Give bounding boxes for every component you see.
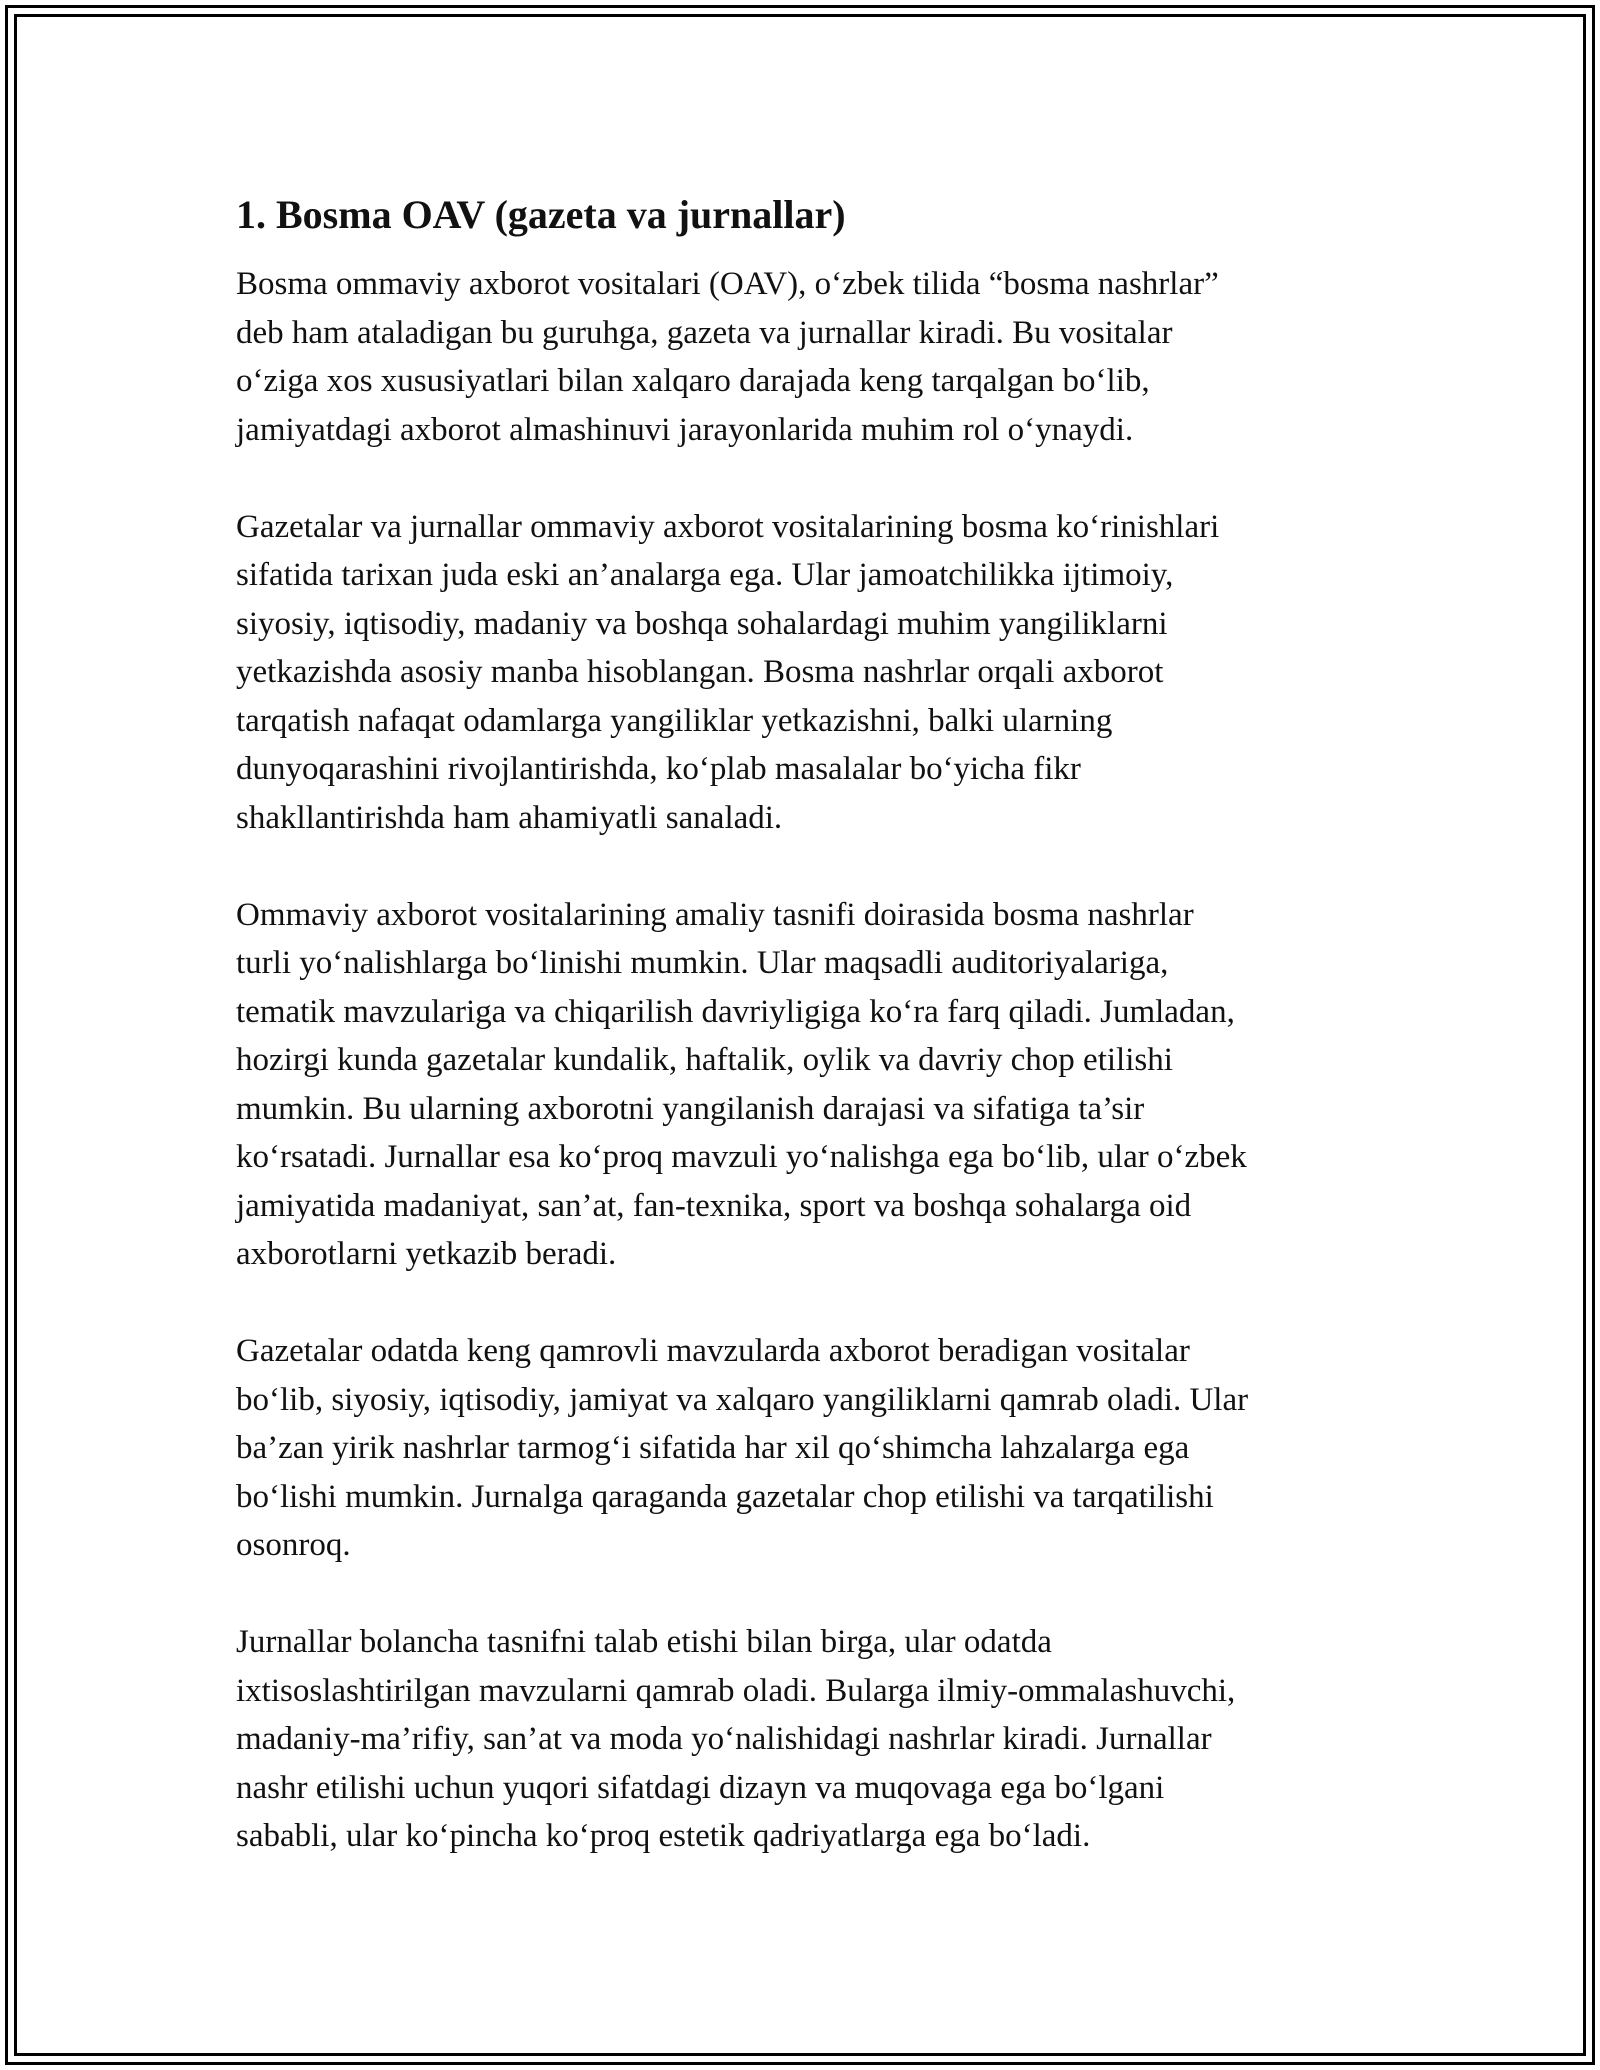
text-line: dunyoqarashini rivojlantirishda, ko‘plab masalalar bo‘yicha fikr: [236, 751, 1081, 787]
text-line: ba’zan yirik nashrlar tarmog‘i sifatida har xil qo‘shimcha lahzalarga ega: [236, 1430, 1190, 1466]
text-line: sababli, ular ko‘pincha ko‘proq estetik qadriyatlarga ega bo‘ladi.: [236, 1818, 1091, 1854]
text-line: jamiyatida madaniyat, san’at, fan-texnika, sport va boshqa sohalarga oid: [236, 1187, 1192, 1224]
paragraph: [236, 1618, 1386, 1861]
text-line: axborotlarni yetkazib beradi.: [236, 1236, 617, 1272]
text-line: bo‘lib, siyosiy, iqtisodiy, jamiyat va xalqaro yangiliklarni qamrab oladi. Ular: [236, 1381, 1249, 1418]
text-line: deb ham ataladigan bu guruhga, gazeta va jurnallar kiradi. Bu vositalar: [236, 314, 1173, 351]
paragraph: [236, 891, 1386, 1279]
text-line: Ommaviy axborot vositalarining amaliy tasnifi doirasida bosma nashrlar: [236, 896, 1194, 933]
text-line: bo‘lishi mumkin. Jurnalga qaraganda gazetalar chop etilishi va tarqatilishi: [236, 1478, 1214, 1515]
text-line: osonroq.: [236, 1527, 351, 1563]
text-line: sifatida tarixan juda eski an’analarga ega. Ular jamoatchilikka ijtimoiy,: [236, 557, 1174, 593]
text-line: yetkazishda asosiy manba hisoblangan. Bosma nashrlar orqali axborot: [236, 654, 1164, 690]
text-line: o‘ziga xos xususiyatlari bilan xalqaro darajada keng tarqalgan bo‘lib,: [236, 363, 1150, 399]
text-line: Gazetalar odatda keng qamrovli mavzularda axborot beradigan vositalar: [236, 1333, 1190, 1369]
text-line: tematik mavzulariga va chiqarilish davriyligiga ko‘ra farq qiladi. Jumladan,: [236, 993, 1235, 1030]
text-line: Jurnallar bolancha tasnifni talab etishi bilan birga, ular odatda: [236, 1624, 1052, 1660]
text-line: Bosma ommaviy axborot vositalari (OAV), o‘zbek tilida “bosma nashrlar”: [236, 266, 1219, 302]
text-line: Gazetalar va jurnallar ommaviy axborot vositalarining bosma ko‘rinishlari: [236, 508, 1220, 545]
text-line: madaniy-ma’rifiy, san’at va moda yo‘nalishidagi nashrlar kiradi. Jurnallar: [236, 1721, 1212, 1757]
text-line: turli yo‘nalishlarga bo‘linishi mumkin. Ular maqsadli auditoriyalariga,: [236, 945, 1169, 981]
text-line: ixtisoslashtirilgan mavzularni qamrab oladi. Bularga ilmiy-ommalashuvchi,: [236, 1672, 1236, 1709]
text-line: ko‘rsatadi. Jurnallar esa ko‘proq mavzuli yo‘nalishga ega bo‘lib, ular o‘zbek: [236, 1139, 1247, 1175]
text-line: tarqatish nafaqat odamlarga yangiliklar yetkazishni, balki ularning: [236, 702, 1113, 739]
document-body: [236, 186, 1386, 1861]
text-line: shakllantirishda ham ahamiyatli sanaladi.: [236, 799, 783, 836]
paragraph: [236, 1327, 1386, 1570]
text-line: siyosiy, iqtisodiy, madaniy va boshqa sohalardagi muhim yangiliklarni: [236, 605, 1168, 642]
paragraph: [236, 503, 1386, 843]
paragraph: [236, 260, 1386, 454]
text-line: jamiyatdagi axborot almashinuvi jarayonlarida muhim rol o‘ynaydi.: [236, 411, 1134, 448]
section-heading: 1. Bosma OAV (gazeta va jurnallar): [236, 192, 846, 237]
text-line: nashr etilishi uchun yuqori sifatdagi dizayn va muqovaga ega bo‘lgani: [236, 1769, 1165, 1806]
text-line: mumkin. Bu ularning axborotni yangilanish darajasi va sifatiga ta’sir: [236, 1090, 1145, 1127]
text-line: hozirgi kunda gazetalar kundalik, haftalik, oylik va davriy chop etilishi: [236, 1042, 1173, 1078]
